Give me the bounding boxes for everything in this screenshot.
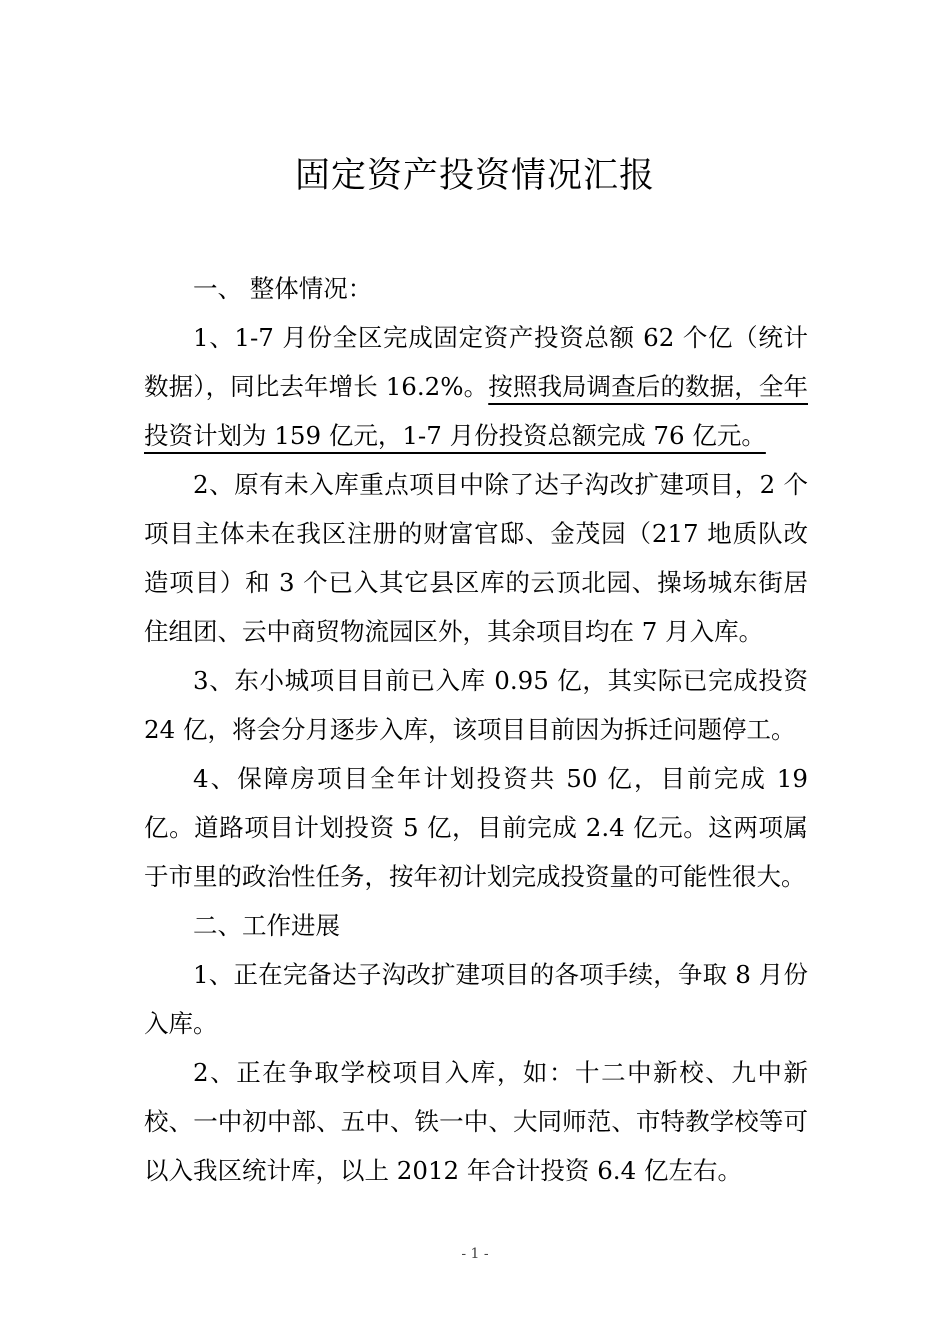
paragraph-housing-roads: 4、保障房项目全年计划投资共 50 亿，目前完成 19 亿。道路项目计划投资 5 亿，目前完成 2.4 亿元。这两项属于市里的政治性任务，按年初计划完成投资量的可能性很大。 [144,764,808,891]
document-title: 固定资产投资情况汇报 [294,156,655,196]
paragraph-investment-total-text: 1、1-7 月份全区完成固定资产投资总额 62 个亿（统计数据），同比去年增长 16.2%。 [144,323,808,401]
underlined-survey-text: 按照我局调查后的数据，全年投资计划为 159 亿元，1-7 月份投资总额完成 76 亿元。 [144,372,808,450]
paragraph-dazigou: 1、正在完备达子沟改扩建项目的各项手续，争取 8 月份入库。 [144,960,808,1038]
paragraph-schools: 2、正在争取学校项目入库，如：十二中新校、九中新校、一中初中部、五中、铁一中、大同师范、市特教学校等可以入我区统计库，以上 2012 年合计投资 6.4 亿左右。 [144,1058,808,1185]
section-heading-overall: 一、 整体情况： [193,274,373,303]
paragraph-dongxiaocheng: 3、东小城项目目前已入库 0.95 亿，其实际已完成投资 24 亿，将会分月逐步入库，该项目目前因为拆迁问题停工。 [144,666,808,744]
document-body [144,264,808,1195]
paragraph-unregistered-projects: 2、原有未入库重点项目中除了达子沟改扩建项目，2 个项目主体未在我区注册的财富官邸、金茂园（217 地质队改造项目）和 3 个已入其它县区库的云顶北园、操场城东街居住组团、云中商贸物流园区外，其余项目均在 7 月入库。 [144,470,808,646]
paragraph-investment-total [144,313,808,460]
page-number: - 1 - [461,1246,489,1262]
section-heading-progress: 二、工作进展 [193,911,340,940]
